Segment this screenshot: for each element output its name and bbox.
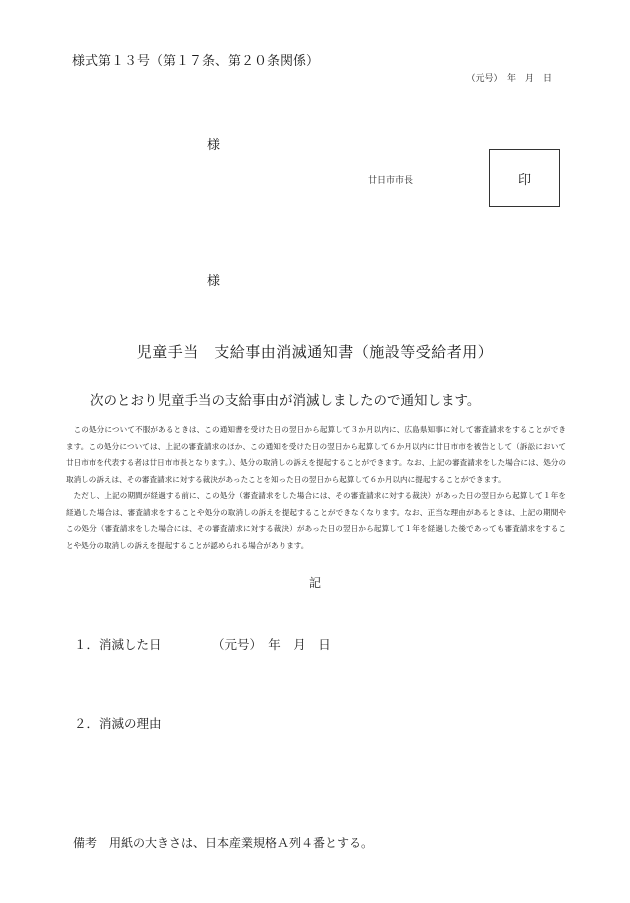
issue-date-line: （元号） 年 月 日 [466,74,552,84]
lead-sentence: 次のとおり児童手当の支給事由が消滅しましたので通知します。 [90,393,481,409]
item-extinction-date [74,635,331,653]
seal-box [489,149,560,207]
addressee-1-suffix: 様 [207,138,221,153]
form-number: 様式第１３号（第１７条、第２０条関係） [72,54,320,69]
issuer-title: 廿日市市長 [368,176,414,186]
remark: 備考 用紙の大きさは、日本産業規格Ａ列４番とする。 [73,836,374,850]
seal-label: 印 [517,172,531,188]
item-extinction-date-label: １．消滅した日 [74,637,162,652]
ki-heading: 記 [308,576,321,590]
addressee-2-suffix: 様 [207,274,221,289]
document-title: 児童手当 支給事由消滅通知書（施設等受給者用） [136,343,494,361]
item-extinction-date-value: （元号） 年 月 日 [212,637,331,652]
item-extinction-reason: ２．消滅の理由 [74,716,162,731]
appeal-notice [66,422,566,554]
appeal-notice-paragraph-2: ただし、上記の期間が経過する前に、この処分（審査請求をした場合には、その審査請求に対する裁決）があった日の翌日から起算して１年を経過した場合は、審査請求をすることや処分の取消しの訴えを提起することができなくなります。なお、正当な理由があるときは、上記の期間やこの処分（審査請求をした場合には、その審査請求に対する裁決）があった日の翌日から起算して１年を経過した後であっても審査請求をすることや処分の取消しの訴えを提起することが認められる場合があります。 [66,491,566,550]
appeal-notice-paragraph-1: この処分について不服があるときは、この通知書を受けた日の翌日から起算して３か月以内に、広島県知事に対して審査請求をすることができます。この処分については、上記の審査請求のほか、この通知を受けた日の翌日から起算して６か月以内に廿日市市を被告として（訴訟において廿日市市を代表する者は廿日市市長となります。）、処分の取消しの訴えを提起することができます。なお、上記の審査請求をした場合には、処分の取消しの訴えは、その審査請求に対する裁決があったことを知った日の翌日から起算して６か月以内に提起することができます。 [66,425,566,484]
